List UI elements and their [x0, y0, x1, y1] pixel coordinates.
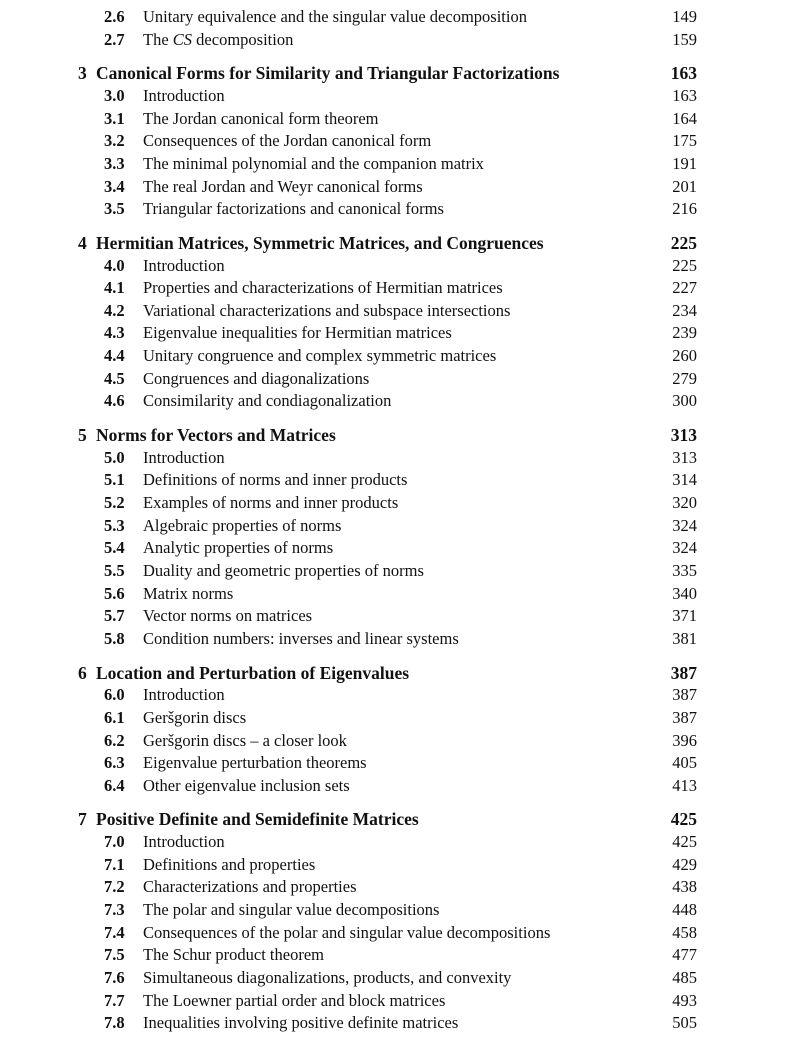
section-number: 4.1: [104, 278, 125, 298]
section-number: 4.6: [104, 391, 125, 411]
chapter-number: 7: [78, 809, 87, 830]
section-title: The Loewner partial order and block matrices: [143, 990, 446, 1010]
section-number: 6.2: [104, 730, 125, 750]
section-number: 7.4: [104, 922, 125, 942]
toc-section-entry: [0, 278, 787, 300]
section-title: Geršgorin discs: [143, 707, 247, 727]
page-number: 505: [672, 1013, 697, 1033]
toc-section-entry: [0, 7, 787, 29]
section-title: Introduction: [143, 447, 225, 467]
section-number: 7.0: [104, 832, 125, 852]
toc-section-entry: [0, 470, 787, 492]
toc-section-entry: [0, 256, 787, 278]
section-number: 7.2: [104, 877, 125, 897]
section-title: Matrix norms: [143, 583, 234, 603]
page-number: 425: [672, 832, 697, 852]
page-number: 493: [672, 990, 697, 1010]
page-number: 387: [672, 685, 697, 705]
section-number: 5.4: [104, 538, 125, 558]
section-title: Introduction: [143, 255, 225, 275]
section-title: Triangular factorizations and canonical forms: [143, 199, 444, 219]
section-title: Introduction: [143, 685, 225, 705]
toc-section-entry: [0, 832, 787, 854]
section-title: The minimal polynomial and the companion matrix: [143, 153, 484, 173]
toc-section-entry: [0, 199, 787, 221]
section-title: Unitary equivalence and the singular value decomposition: [143, 7, 527, 26]
section-title: Unitary congruence and complex symmetric matrices: [143, 346, 497, 366]
page-number: 239: [672, 323, 697, 343]
page-number: 201: [672, 176, 697, 196]
toc-chapter-entry: [0, 233, 787, 255]
section-title: The Schur product theorem: [143, 945, 324, 965]
page-number: 425: [670, 809, 697, 830]
section-title: Geršgorin discs – a closer look: [143, 730, 347, 750]
section-number: 7.6: [104, 968, 125, 987]
toc-section-entry: [0, 900, 787, 922]
section-title: Analytic properties of norms: [143, 538, 334, 558]
section-title: Other eigenvalue inclusion sets: [143, 775, 350, 795]
page-number: 260: [672, 346, 697, 366]
page-number: 216: [672, 199, 697, 219]
toc-section-entry: [0, 731, 787, 753]
section-title: The real Jordan and Weyr canonical forms: [143, 176, 423, 196]
page-number: 448: [672, 900, 697, 920]
toc-section-entry: [0, 991, 787, 1013]
section-number: 7.3: [104, 900, 125, 920]
toc-section-entry: [0, 30, 787, 52]
section-number: 3.5: [104, 199, 125, 219]
page-number: 371: [672, 606, 697, 626]
page-number: 159: [672, 29, 697, 49]
section-number: 3.4: [104, 176, 125, 196]
chapter-number: 6: [78, 662, 87, 683]
toc-section-entry: [0, 606, 787, 628]
section-title: Consequences of the polar and singular value decompositions: [143, 922, 551, 942]
toc-section-entry: [0, 968, 787, 990]
toc-chapter-entry: [0, 63, 787, 85]
page-number: 175: [672, 131, 697, 151]
section-title: Eigenvalue inequalities for Hermitian matrices: [143, 323, 452, 343]
toc-section-entry: [0, 369, 787, 391]
toc-section-entry: [0, 109, 787, 131]
section-title: Definitions of norms and inner products: [143, 470, 408, 490]
page-number: 313: [672, 447, 697, 467]
section-title: Introduction: [143, 832, 225, 852]
toc-section-entry: [0, 855, 787, 877]
section-title: Consimilarity and condiagonalization: [143, 391, 392, 411]
section-number: 7.5: [104, 945, 125, 965]
section-number: 4.5: [104, 368, 125, 388]
chapter-title: Positive Definite and Semidefinite Matrices: [96, 809, 419, 830]
section-number: 5.5: [104, 560, 125, 580]
section-title: The polar and singular value decompositions: [143, 900, 440, 920]
toc-section-entry: [0, 923, 787, 945]
section-number: 6.4: [104, 775, 125, 795]
section-title: Inequalities involving positive definite matrices: [143, 1013, 459, 1033]
section-number: 5.1: [104, 470, 125, 490]
chapter-title: Norms for Vectors and Matrices: [96, 425, 336, 446]
page-number: 381: [672, 628, 697, 648]
section-title: Characterizations and properties: [143, 877, 357, 897]
page-number: 324: [672, 538, 697, 558]
chapter-number: 4: [78, 232, 87, 253]
toc-section-entry: [0, 877, 787, 899]
section-number: 4.0: [104, 255, 125, 275]
page-number: 300: [672, 391, 697, 411]
page-number: 191: [672, 153, 697, 173]
section-number: 3.1: [104, 108, 125, 128]
section-title: Examples of norms and inner products: [143, 493, 399, 512]
toc-section-entry: [0, 776, 787, 798]
page-number: 225: [672, 255, 697, 275]
page-number: 387: [670, 662, 697, 683]
page-number: 163: [672, 85, 697, 105]
toc-chapter-entry: [0, 425, 787, 447]
page-number: 320: [672, 493, 697, 512]
toc-section-entry: [0, 629, 787, 651]
section-title: Congruences and diagonalizations: [143, 368, 370, 388]
toc-section-entry: [0, 391, 787, 413]
section-title: Definitions and properties: [143, 854, 316, 874]
toc-chapter-entry: [0, 663, 787, 685]
chapter-title: Location and Perturbation of Eigenvalues: [96, 662, 410, 683]
toc-section-entry: [0, 323, 787, 345]
chapter-title: Hermitian Matrices, Symmetric Matrices, and Congruences: [96, 232, 544, 253]
section-title: Simultaneous diagonalizations, products, and convexity: [143, 968, 512, 987]
toc-section-entry: [0, 753, 787, 775]
page-number: 324: [672, 515, 697, 535]
section-title: Vector norms on matrices: [143, 606, 313, 626]
page-number: 234: [672, 300, 697, 320]
section-title: Variational characterizations and subspace intersections: [143, 300, 511, 320]
toc-section-entry: [0, 177, 787, 199]
section-number: 3.0: [104, 85, 125, 105]
toc-section-entry: [0, 448, 787, 470]
section-title: Algebraic properties of norms: [143, 515, 342, 535]
section-number: 4.2: [104, 300, 125, 320]
page-number: 387: [672, 707, 697, 727]
section-number: 7.8: [104, 1013, 125, 1033]
toc-section-entry: [0, 86, 787, 108]
page-number: 225: [670, 232, 697, 253]
page-number: 396: [672, 730, 697, 750]
section-title: Consequences of the Jordan canonical form: [143, 131, 432, 151]
page-number: 335: [672, 560, 697, 580]
section-title: Introduction: [143, 85, 225, 105]
toc-section-entry: [0, 301, 787, 323]
section-number: 5.3: [104, 515, 125, 535]
toc-section-entry: [0, 945, 787, 967]
toc-section-entry: [0, 584, 787, 606]
section-number: 2.7: [104, 29, 125, 49]
page-number: 149: [672, 7, 697, 26]
section-number: 5.6: [104, 583, 125, 603]
page-number: 438: [672, 877, 697, 897]
section-number: 4.3: [104, 323, 125, 343]
section-number: 5.0: [104, 447, 125, 467]
toc-chapter-entry: [0, 809, 787, 831]
section-number: 5.2: [104, 493, 125, 512]
section-number: 6.0: [104, 685, 125, 705]
section-number: 4.4: [104, 346, 125, 366]
section-title: The CS decomposition: [143, 29, 294, 49]
page-number: 279: [672, 368, 697, 388]
section-number: 6.1: [104, 707, 125, 727]
chapter-title: Canonical Forms for Similarity and Triangular Factorizations: [96, 63, 560, 84]
page-number: 413: [672, 775, 697, 795]
page-number: 313: [670, 425, 697, 446]
toc-section-entry: [0, 685, 787, 707]
chapter-number: 3: [78, 63, 87, 84]
section-number: 7.7: [104, 990, 125, 1010]
section-title: Duality and geometric properties of norms: [143, 560, 424, 580]
section-number: 5.8: [104, 628, 125, 648]
toc-section-entry: [0, 493, 787, 515]
section-number: 3.2: [104, 131, 125, 151]
toc-section-entry: [0, 154, 787, 176]
section-number: 3.3: [104, 153, 125, 173]
page-number: 227: [672, 278, 697, 298]
page-number: 458: [672, 922, 697, 942]
page-number: 164: [672, 108, 697, 128]
toc-section-entry: [0, 561, 787, 583]
section-title: Properties and characterizations of Hermitian matrices: [143, 278, 503, 298]
page-number: 163: [670, 63, 697, 84]
page-number: 340: [672, 583, 697, 603]
chapter-number: 5: [78, 425, 87, 446]
section-number: 5.7: [104, 606, 125, 626]
page-number: 477: [672, 945, 697, 965]
section-title: The Jordan canonical form theorem: [143, 108, 379, 128]
page-number: 429: [672, 854, 697, 874]
toc-section-entry: [0, 516, 787, 538]
section-number: 6.3: [104, 753, 125, 773]
section-number: 2.6: [104, 7, 125, 26]
page-number: 485: [672, 968, 697, 987]
toc-section-entry: [0, 131, 787, 153]
toc-section-entry: [0, 538, 787, 560]
toc-section-entry: [0, 1013, 787, 1035]
section-title: Condition numbers: inverses and linear systems: [143, 628, 459, 648]
section-title: Eigenvalue perturbation theorems: [143, 753, 367, 773]
page-number: 405: [672, 753, 697, 773]
section-number: 7.1: [104, 854, 125, 874]
page-number: 314: [672, 470, 697, 490]
toc-section-entry: [0, 708, 787, 730]
toc-section-entry: [0, 346, 787, 368]
